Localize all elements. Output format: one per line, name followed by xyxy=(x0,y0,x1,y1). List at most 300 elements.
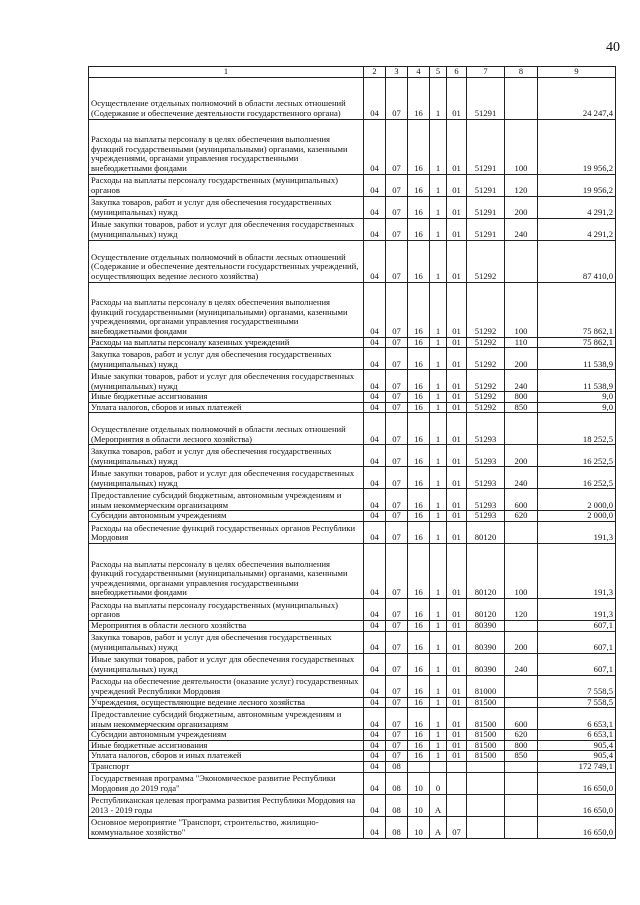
table-row xyxy=(89,761,616,772)
code-measure: 01 xyxy=(447,467,467,489)
code-subprogram: 1 xyxy=(430,413,447,445)
code-subsection: 07 xyxy=(386,653,408,675)
header-col-5: 5 xyxy=(430,67,447,78)
header-col-9: 9 xyxy=(538,67,616,78)
header-col-6: 6 xyxy=(447,67,467,78)
code-section: 04 xyxy=(364,218,386,240)
row-name: Субсидии автономным учреждениям xyxy=(89,511,364,522)
table-row xyxy=(89,708,616,730)
code-direction: 80120 xyxy=(467,521,505,543)
code-subsection: 07 xyxy=(386,708,408,730)
code-direction: 51293 xyxy=(467,511,505,522)
code-subsection: 07 xyxy=(386,392,408,403)
row-name: Расходы на обеспечение деятельности (оказание услуг) государственных учреждений Республики Мордовия xyxy=(89,675,364,697)
code-section: 04 xyxy=(364,240,386,282)
row-name: Осуществление отдельных полномочий в области лесных отношений (Мероприятия в области лесного хозяйства) xyxy=(89,413,364,445)
table-row xyxy=(89,240,616,282)
row-name: Осуществление отдельных полномочий в области лесных отношений (Содержание и обеспечение деятельности государственных учреждений, осуществляющих ведение лесного хозяйства) xyxy=(89,240,364,282)
row-amount: 7 558,5 xyxy=(538,675,616,697)
code-subprogram: 1 xyxy=(430,218,447,240)
code-program: 16 xyxy=(408,467,430,489)
code-program: 16 xyxy=(408,697,430,708)
code-subprogram: 1 xyxy=(430,543,447,598)
code-program: 16 xyxy=(408,598,430,620)
row-name: Уплата налогов, сборов и иных платежей xyxy=(89,402,364,413)
table-row xyxy=(89,218,616,240)
code-subprogram: 1 xyxy=(430,511,447,522)
code-subsection: 07 xyxy=(386,511,408,522)
header-col-8: 8 xyxy=(505,67,538,78)
code-subsection: 07 xyxy=(386,240,408,282)
code-direction xyxy=(467,794,505,816)
code-subprogram: 1 xyxy=(430,467,447,489)
code-direction: 81500 xyxy=(467,697,505,708)
code-section: 04 xyxy=(364,772,386,794)
code-direction: 51292 xyxy=(467,348,505,370)
code-program: 16 xyxy=(408,240,430,282)
code-expense-type: 200 xyxy=(505,445,538,467)
code-section: 04 xyxy=(364,598,386,620)
table-header-row xyxy=(89,67,616,78)
code-program: 16 xyxy=(408,675,430,697)
code-section: 04 xyxy=(364,196,386,218)
row-name: Транспорт xyxy=(89,761,364,772)
code-measure: 01 xyxy=(447,620,467,631)
code-subsection: 07 xyxy=(386,631,408,653)
code-expense-type: 620 xyxy=(505,511,538,522)
code-subprogram: 1 xyxy=(430,740,447,751)
code-section: 04 xyxy=(364,631,386,653)
code-subprogram: 1 xyxy=(430,730,447,741)
code-section: 04 xyxy=(364,794,386,816)
code-subsection: 07 xyxy=(386,337,408,348)
code-subsection: 07 xyxy=(386,697,408,708)
code-section: 04 xyxy=(364,708,386,730)
code-direction: 81500 xyxy=(467,708,505,730)
code-measure: 01 xyxy=(447,598,467,620)
code-subsection: 07 xyxy=(386,751,408,762)
code-section: 04 xyxy=(364,402,386,413)
code-section: 04 xyxy=(364,521,386,543)
code-direction: 51291 xyxy=(467,196,505,218)
row-amount: 16 650,0 xyxy=(538,794,616,816)
code-direction: 81000 xyxy=(467,675,505,697)
code-measure: 01 xyxy=(447,445,467,467)
code-subsection: 07 xyxy=(386,282,408,337)
code-expense-type: 200 xyxy=(505,631,538,653)
code-subprogram: 1 xyxy=(430,631,447,653)
row-name: Расходы на выплаты персоналу в целях обеспечения выполнения функций государственными (муниципальными) органами, казенными учреждениями, органами управления государственными внебюджетными фондами xyxy=(89,543,364,598)
row-name: Расходы на выплаты персоналу казенных учреждений xyxy=(89,337,364,348)
code-subprogram: 1 xyxy=(430,445,447,467)
code-section: 04 xyxy=(364,653,386,675)
table-row xyxy=(89,772,616,794)
code-subsection: 07 xyxy=(386,620,408,631)
row-name: Расходы на выплаты персоналу в целях обеспечения выполнения функций государственными (муниципальными) органами, казенными учреждениями, органами управления государственными внебюджетными фондами xyxy=(89,282,364,337)
code-program: 16 xyxy=(408,730,430,741)
code-section: 04 xyxy=(364,543,386,598)
code-measure: 01 xyxy=(447,348,467,370)
code-measure: 01 xyxy=(447,631,467,653)
code-program: 16 xyxy=(408,511,430,522)
row-name: Иные закупки товаров, работ и услуг для обеспечения государственных (муниципальных) нужд xyxy=(89,653,364,675)
page-number: 40 xyxy=(606,40,620,55)
code-subprogram: 1 xyxy=(430,675,447,697)
code-program: 16 xyxy=(408,740,430,751)
row-amount: 6 653,1 xyxy=(538,708,616,730)
code-subprogram: 1 xyxy=(430,370,447,392)
row-name: Государственная программа "Экономическое развитие Республики Мордовия до 2019 года" xyxy=(89,772,364,794)
row-amount: 191,3 xyxy=(538,598,616,620)
code-measure: 01 xyxy=(447,708,467,730)
code-measure: 01 xyxy=(447,543,467,598)
code-section: 04 xyxy=(364,467,386,489)
code-measure: 01 xyxy=(447,337,467,348)
row-name: Иные бюджетные ассигнования xyxy=(89,392,364,403)
row-amount: 9,0 xyxy=(538,392,616,403)
code-measure xyxy=(447,794,467,816)
code-direction: 51291 xyxy=(467,77,505,119)
code-program: 10 xyxy=(408,794,430,816)
code-section: 04 xyxy=(364,730,386,741)
code-direction: 51293 xyxy=(467,489,505,511)
code-section: 04 xyxy=(364,511,386,522)
code-direction: 51292 xyxy=(467,392,505,403)
code-subprogram: 1 xyxy=(430,77,447,119)
code-subsection: 07 xyxy=(386,218,408,240)
code-expense-type: 240 xyxy=(505,218,538,240)
code-expense-type xyxy=(505,816,538,838)
code-subprogram: 1 xyxy=(430,620,447,631)
code-expense-type: 200 xyxy=(505,348,538,370)
code-direction: 81500 xyxy=(467,730,505,741)
row-name: Закупка товаров, работ и услуг для обеспечения государственных (муниципальных) нужд xyxy=(89,348,364,370)
code-section: 04 xyxy=(364,337,386,348)
code-expense-type xyxy=(505,697,538,708)
table-row xyxy=(89,697,616,708)
code-direction: 81500 xyxy=(467,740,505,751)
code-program: 16 xyxy=(408,218,430,240)
budget-table xyxy=(88,66,616,839)
code-direction: 80390 xyxy=(467,620,505,631)
code-subsection: 07 xyxy=(386,675,408,697)
row-name: Расходы на выплаты персоналу государственных (муниципальных) органов xyxy=(89,598,364,620)
code-expense-type xyxy=(505,761,538,772)
table-row xyxy=(89,751,616,762)
code-subprogram: 0 xyxy=(430,772,447,794)
code-section: 04 xyxy=(364,119,386,174)
code-expense-type xyxy=(505,77,538,119)
header-col-4: 4 xyxy=(408,67,430,78)
code-measure: 01 xyxy=(447,240,467,282)
code-measure xyxy=(447,772,467,794)
table-row xyxy=(89,392,616,403)
code-expense-type xyxy=(505,772,538,794)
row-amount: 16 252,5 xyxy=(538,445,616,467)
code-expense-type: 850 xyxy=(505,402,538,413)
table-row xyxy=(89,402,616,413)
code-measure: 01 xyxy=(447,675,467,697)
code-measure: 01 xyxy=(447,174,467,196)
header-col-7: 7 xyxy=(467,67,505,78)
code-subsection: 07 xyxy=(386,467,408,489)
code-program: 16 xyxy=(408,413,430,445)
row-amount: 9,0 xyxy=(538,402,616,413)
row-amount: 905,4 xyxy=(538,740,616,751)
table-row xyxy=(89,119,616,174)
row-amount: 75 862,1 xyxy=(538,282,616,337)
code-section: 04 xyxy=(364,445,386,467)
code-direction: 80120 xyxy=(467,543,505,598)
code-expense-type: 800 xyxy=(505,392,538,403)
code-expense-type: 240 xyxy=(505,467,538,489)
code-measure: 01 xyxy=(447,740,467,751)
code-direction xyxy=(467,761,505,772)
code-program: 16 xyxy=(408,402,430,413)
row-amount: 11 538,9 xyxy=(538,348,616,370)
code-expense-type xyxy=(505,675,538,697)
code-subsection: 07 xyxy=(386,348,408,370)
code-subprogram: 1 xyxy=(430,392,447,403)
code-subprogram: А xyxy=(430,816,447,838)
table-row xyxy=(89,653,616,675)
row-name: Расходы на выплаты персоналу в целях обеспечения выполнения функций государственными (муниципальными) органами, казенными учреждениями, органами управления государственными внебюджетными фондами xyxy=(89,119,364,174)
code-program: 16 xyxy=(408,196,430,218)
code-expense-type: 100 xyxy=(505,543,538,598)
code-expense-type: 240 xyxy=(505,370,538,392)
code-program: 16 xyxy=(408,119,430,174)
code-program: 16 xyxy=(408,348,430,370)
row-amount: 6 653,1 xyxy=(538,730,616,741)
table-body xyxy=(89,77,616,838)
row-name: Закупка товаров, работ и услуг для обеспечения государственных (муниципальных) нужд xyxy=(89,196,364,218)
code-program: 16 xyxy=(408,77,430,119)
code-subprogram: 1 xyxy=(430,196,447,218)
code-section: 04 xyxy=(364,77,386,119)
table-row xyxy=(89,730,616,741)
code-direction: 51292 xyxy=(467,240,505,282)
code-subprogram: 1 xyxy=(430,598,447,620)
header-col-1: 1 xyxy=(89,67,364,78)
row-name: Предоставление субсидий бюджетным, автономным учреждениям и иным некоммерческим организациям xyxy=(89,708,364,730)
code-measure: 07 xyxy=(447,816,467,838)
row-name: Республиканская целевая программа развития Республики Мордовия на 2013 - 2019 годы xyxy=(89,794,364,816)
code-direction: 51291 xyxy=(467,119,505,174)
table-row xyxy=(89,489,616,511)
code-measure: 01 xyxy=(447,77,467,119)
code-subsection: 07 xyxy=(386,489,408,511)
table-row xyxy=(89,794,616,816)
table-row xyxy=(89,445,616,467)
code-direction: 81500 xyxy=(467,751,505,762)
code-subsection: 07 xyxy=(386,77,408,119)
code-expense-type: 800 xyxy=(505,740,538,751)
code-program: 16 xyxy=(408,174,430,196)
row-amount: 75 862,1 xyxy=(538,337,616,348)
row-amount: 191,3 xyxy=(538,543,616,598)
code-direction xyxy=(467,816,505,838)
code-program: 16 xyxy=(408,751,430,762)
code-subsection: 07 xyxy=(386,543,408,598)
code-measure: 01 xyxy=(447,119,467,174)
code-expense-type: 100 xyxy=(505,119,538,174)
code-expense-type: 600 xyxy=(505,489,538,511)
row-amount: 607,1 xyxy=(538,653,616,675)
code-subprogram: 1 xyxy=(430,489,447,511)
code-subsection: 07 xyxy=(386,521,408,543)
code-subprogram: 1 xyxy=(430,521,447,543)
code-expense-type xyxy=(505,413,538,445)
code-program: 16 xyxy=(408,489,430,511)
code-measure: 01 xyxy=(447,730,467,741)
code-section: 04 xyxy=(364,174,386,196)
table-row xyxy=(89,675,616,697)
code-subsection: 07 xyxy=(386,413,408,445)
code-measure: 01 xyxy=(447,697,467,708)
row-amount: 19 956,2 xyxy=(538,119,616,174)
code-subsection: 08 xyxy=(386,772,408,794)
code-subprogram: 1 xyxy=(430,282,447,337)
code-subprogram xyxy=(430,761,447,772)
table-row xyxy=(89,598,616,620)
row-name: Расходы на выплаты персоналу государственных (муниципальных) органов xyxy=(89,174,364,196)
code-subsection: 07 xyxy=(386,196,408,218)
row-name: Учреждения, осуществляющие ведение лесного хозяйства xyxy=(89,697,364,708)
code-expense-type: 120 xyxy=(505,598,538,620)
code-subsection: 08 xyxy=(386,794,408,816)
row-name: Субсидии автономным учреждениям xyxy=(89,730,364,741)
table-row xyxy=(89,740,616,751)
row-name: Осуществление отдельных полномочий в области лесных отношений (Содержание и обеспечение деятельности государственного органа) xyxy=(89,77,364,119)
code-section: 04 xyxy=(364,413,386,445)
table-row xyxy=(89,816,616,838)
code-measure: 01 xyxy=(447,392,467,403)
row-amount: 4 291,2 xyxy=(538,196,616,218)
code-measure: 01 xyxy=(447,370,467,392)
code-program: 16 xyxy=(408,392,430,403)
code-section: 04 xyxy=(364,751,386,762)
code-direction: 51293 xyxy=(467,413,505,445)
code-measure: 01 xyxy=(447,653,467,675)
row-name: Иные закупки товаров, работ и услуг для обеспечения государственных (муниципальных) нужд xyxy=(89,467,364,489)
row-amount: 191,3 xyxy=(538,521,616,543)
code-subsection: 07 xyxy=(386,445,408,467)
table-row xyxy=(89,337,616,348)
code-expense-type: 110 xyxy=(505,337,538,348)
code-direction: 51292 xyxy=(467,337,505,348)
code-program: 16 xyxy=(408,653,430,675)
code-subsection: 07 xyxy=(386,370,408,392)
code-subsection: 07 xyxy=(386,598,408,620)
row-amount: 2 000,0 xyxy=(538,511,616,522)
table-row xyxy=(89,543,616,598)
code-section: 04 xyxy=(364,370,386,392)
code-program: 16 xyxy=(408,708,430,730)
code-direction: 80390 xyxy=(467,631,505,653)
code-subprogram: 1 xyxy=(430,119,447,174)
code-subprogram: 1 xyxy=(430,348,447,370)
code-section: 04 xyxy=(364,348,386,370)
code-program: 16 xyxy=(408,370,430,392)
code-subsection: 07 xyxy=(386,119,408,174)
code-measure: 01 xyxy=(447,521,467,543)
row-name: Основное мероприятие "Транспорт, строительство, жилищно-коммунальное хозяйство" xyxy=(89,816,364,838)
code-direction: 51292 xyxy=(467,370,505,392)
code-subprogram: А xyxy=(430,794,447,816)
code-measure: 01 xyxy=(447,196,467,218)
row-amount: 18 252,5 xyxy=(538,413,616,445)
header-col-2: 2 xyxy=(364,67,386,78)
code-direction: 51291 xyxy=(467,174,505,196)
code-measure: 01 xyxy=(447,751,467,762)
row-name: Закупка товаров, работ и услуг для обеспечения государственных (муниципальных) нужд xyxy=(89,631,364,653)
code-program: 16 xyxy=(408,620,430,631)
row-name: Иные закупки товаров, работ и услуг для обеспечения государственных (муниципальных) нужд xyxy=(89,370,364,392)
code-section: 04 xyxy=(364,697,386,708)
code-subsection: 07 xyxy=(386,730,408,741)
code-program: 16 xyxy=(408,543,430,598)
code-subprogram: 1 xyxy=(430,751,447,762)
code-subprogram: 1 xyxy=(430,174,447,196)
code-expense-type: 600 xyxy=(505,708,538,730)
code-expense-type: 620 xyxy=(505,730,538,741)
table-row xyxy=(89,413,616,445)
code-expense-type: 100 xyxy=(505,282,538,337)
table-row xyxy=(89,174,616,196)
code-expense-type: 120 xyxy=(505,174,538,196)
row-name: Уплата налогов, сборов и иных платежей xyxy=(89,751,364,762)
row-amount: 4 291,2 xyxy=(538,218,616,240)
row-name: Закупка товаров, работ и услуг для обеспечения государственных (муниципальных) нужд xyxy=(89,445,364,467)
code-subprogram: 1 xyxy=(430,240,447,282)
code-expense-type xyxy=(505,620,538,631)
row-name: Расходы на обеспечение функций государственных органов Республики Мордовия xyxy=(89,521,364,543)
code-section: 04 xyxy=(364,761,386,772)
code-program: 16 xyxy=(408,521,430,543)
row-amount: 19 956,2 xyxy=(538,174,616,196)
header-col-3: 3 xyxy=(386,67,408,78)
code-section: 04 xyxy=(364,816,386,838)
row-amount: 172 749,1 xyxy=(538,761,616,772)
code-section: 04 xyxy=(364,740,386,751)
row-amount: 11 538,9 xyxy=(538,370,616,392)
code-section: 04 xyxy=(364,282,386,337)
code-subsection: 07 xyxy=(386,740,408,751)
code-expense-type: 200 xyxy=(505,196,538,218)
code-section: 04 xyxy=(364,392,386,403)
code-measure: 01 xyxy=(447,402,467,413)
code-program: 10 xyxy=(408,772,430,794)
code-subsection: 08 xyxy=(386,816,408,838)
table-row xyxy=(89,282,616,337)
table-row xyxy=(89,521,616,543)
code-subprogram: 1 xyxy=(430,708,447,730)
code-subprogram: 1 xyxy=(430,402,447,413)
row-amount: 87 410,0 xyxy=(538,240,616,282)
row-name: Иные закупки товаров, работ и услуг для обеспечения государственных (муниципальных) нужд xyxy=(89,218,364,240)
code-direction: 51291 xyxy=(467,218,505,240)
code-program: 16 xyxy=(408,337,430,348)
code-section: 04 xyxy=(364,675,386,697)
code-measure xyxy=(447,761,467,772)
code-expense-type xyxy=(505,240,538,282)
table-row xyxy=(89,196,616,218)
code-subsection: 07 xyxy=(386,402,408,413)
table-row xyxy=(89,511,616,522)
code-direction: 80390 xyxy=(467,653,505,675)
code-expense-type xyxy=(505,521,538,543)
table-row xyxy=(89,77,616,119)
